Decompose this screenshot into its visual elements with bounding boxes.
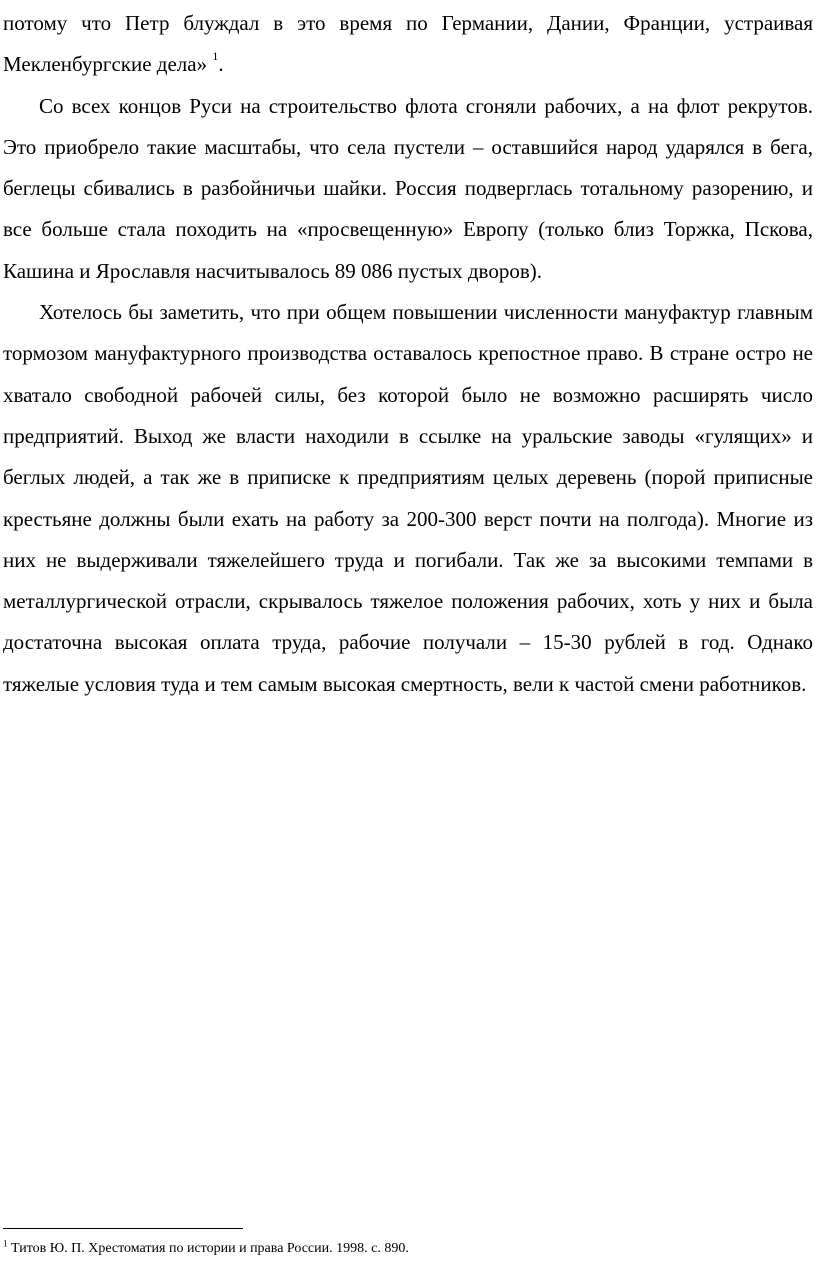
paragraph-1	[3, 3, 813, 86]
paragraph-1-tail: .	[218, 52, 224, 77]
body-text	[3, 3, 813, 705]
footnote-text: Титов Ю. П. Хрестоматия по истории и права России. 1998. с. 890.	[11, 1241, 409, 1256]
paragraph-1-text: потому что Петр блуждал в это время по Германии, Дании, Франции, устраивая Мекленбургские дела»	[3, 11, 813, 77]
paragraph-3: Хотелось бы заметить, что при общем повышении численности мануфактур главным тормозом мануфактурного производства оставалось крепостное право. В стране остро не хватало свободной рабочей силы, без которой было не возможно расширять число предприятий. Выход же власти находили в ссылке на уральские заводы «гулящих» и беглых людей, а так же в приписке к предприятиям целых деревень (порой приписные крестьяне должны были ехать на работу за 200-300 верст почти на полгода). Многие из них не выдерживали тяжелейшего труда и погибали. Так же за высокими темпами в металлургической отрасли, скрывалось тяжелое положения рабочих, хоть у них и была достаточна высокая оплата труда, рабочие получали – 15-30 рублей в год. Однако тяжелые условия туда и тем самым высокая смертность, вели к частой смени работников.	[3, 300, 813, 696]
footnote-reference: 1	[212, 49, 219, 64]
footnote	[3, 1240, 813, 1258]
paragraph-2: Со всех концов Руси на строительство флота сгоняли рабочих, а на флот рекрутов. Это приобрело такие масштабы, что села пустели – оставшийся народ ударялся в бега, беглецы сбивались в разбойничьи шайки. Россия подверглась тотальному разорению, и все больше стала походить на «просвещенную» Европу (только близ Торжка, Пскова, Кашина и Ярославля насчитывалось 89 086 пустых дворов).	[3, 93, 813, 283]
footnote-number: 1	[3, 1238, 8, 1249]
footnote-divider	[3, 1228, 243, 1229]
